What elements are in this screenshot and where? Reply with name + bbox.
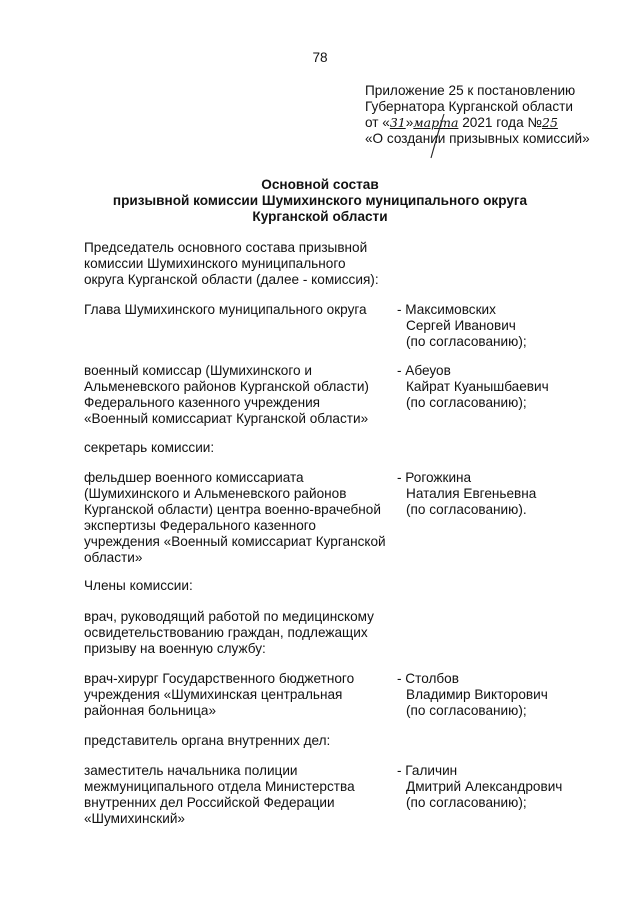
title-line-2: призывной комиссии Шумихинского муниципального округа [112, 193, 528, 208]
text-line: врач, руководящий работой по медицинскому [84, 609, 374, 624]
position-text [84, 671, 396, 719]
person-name [397, 363, 607, 411]
text-line: врач-хирург Государственного бюджетного [84, 671, 355, 686]
text-line: экспертизы Федерального казенного [84, 518, 316, 533]
position-text [84, 470, 396, 566]
text-line: районная больница» [84, 703, 217, 718]
position-text [84, 763, 396, 827]
text-line: представитель органа внутренних дел: [84, 733, 331, 748]
text-line: - Максимовских [397, 302, 496, 317]
text-line: (Шумихинского и Альменевского районов [84, 486, 347, 501]
person-name [397, 302, 607, 350]
appendix-header [365, 83, 635, 147]
text-line: (по согласованию). [406, 502, 527, 517]
text-line: «Военный комиссариат Курганской области» [84, 411, 369, 426]
position-text [84, 302, 396, 318]
person-name [397, 671, 607, 719]
date-day-handwritten: 31 [389, 115, 406, 130]
handwritten-stroke [428, 112, 448, 160]
text-line: Глава Шумихинского муниципального округа [84, 302, 367, 317]
title-line-1: Основной состав [261, 177, 379, 192]
text-line: фельдшер военного комиссариата [84, 470, 304, 485]
text-line: области» [84, 550, 143, 565]
text-line: Дмитрий Александрович [406, 779, 563, 794]
position-text [84, 363, 396, 427]
text-line: «Шумихинский» [84, 811, 185, 826]
date-year-text: 2021 года № [462, 115, 542, 130]
text-line: - Абеуов [397, 363, 451, 378]
text-line: внутренних дел Российской Федерации [84, 795, 335, 810]
text-line: (по согласованию); [406, 795, 527, 810]
text-line: учреждения «Шумихинская центральная [84, 687, 343, 702]
date-mid: » [405, 115, 414, 130]
text-line: - Галичин [397, 763, 458, 778]
date-month-handwritten: марта [413, 115, 459, 130]
date-prefix: от « [365, 115, 390, 130]
text-line: - Столбов [397, 671, 459, 686]
text-line: Председатель основного состава призывной [84, 240, 368, 255]
text-line: - Рогожкина [397, 470, 472, 485]
person-name [397, 470, 607, 518]
appendix-line-2: Губернатора Курганской области [365, 99, 573, 114]
text-line: Курганской области) центра военно-врачебной [84, 502, 381, 517]
document-number-handwritten: 25 [542, 115, 558, 130]
text-line: округа Курганской области (далее - комиссия): [84, 272, 379, 287]
text-line: Сергей Иванович [406, 318, 516, 333]
appendix-line-1: Приложение 25 к постановлению [365, 83, 576, 98]
text-line: Владимир Викторович [406, 687, 548, 702]
text-line: военный комиссар (Шумихинского и [84, 363, 312, 378]
person-name [397, 763, 607, 811]
text-line: призыву на военную службу: [84, 641, 266, 656]
text-line: межмуниципального отдела Министерства [84, 779, 355, 794]
text-line: секретарь комиссии: [84, 440, 215, 455]
text-line: заместитель начальника полиции [84, 763, 298, 778]
text-line: Федерального казенного учреждения [84, 395, 321, 410]
text-line: освидетельствованию граждан, подлежащих [84, 625, 368, 640]
text-line: (по согласованию); [406, 703, 527, 718]
text-line: (по согласованию); [406, 395, 527, 410]
appendix-date-line [365, 115, 635, 131]
page-number: 78 [312, 50, 328, 65]
text-line: Наталия Евгеньевна [406, 486, 537, 501]
text-line: Члены комиссии: [84, 578, 193, 593]
appendix-line-4: «О создании призывных комиссий» [365, 131, 590, 146]
text-line: учреждения «Военный комиссариат Курганской [84, 534, 386, 549]
text-line: комиссии Шумихинского муниципального [84, 256, 346, 271]
document-title [0, 177, 640, 225]
title-line-3: Курганской области [252, 209, 388, 224]
text-line: Альменевского районов Курганской области) [84, 379, 369, 394]
text-line: (по согласованию); [406, 334, 527, 349]
text-line: Кайрат Куанышбаевич [406, 379, 549, 394]
